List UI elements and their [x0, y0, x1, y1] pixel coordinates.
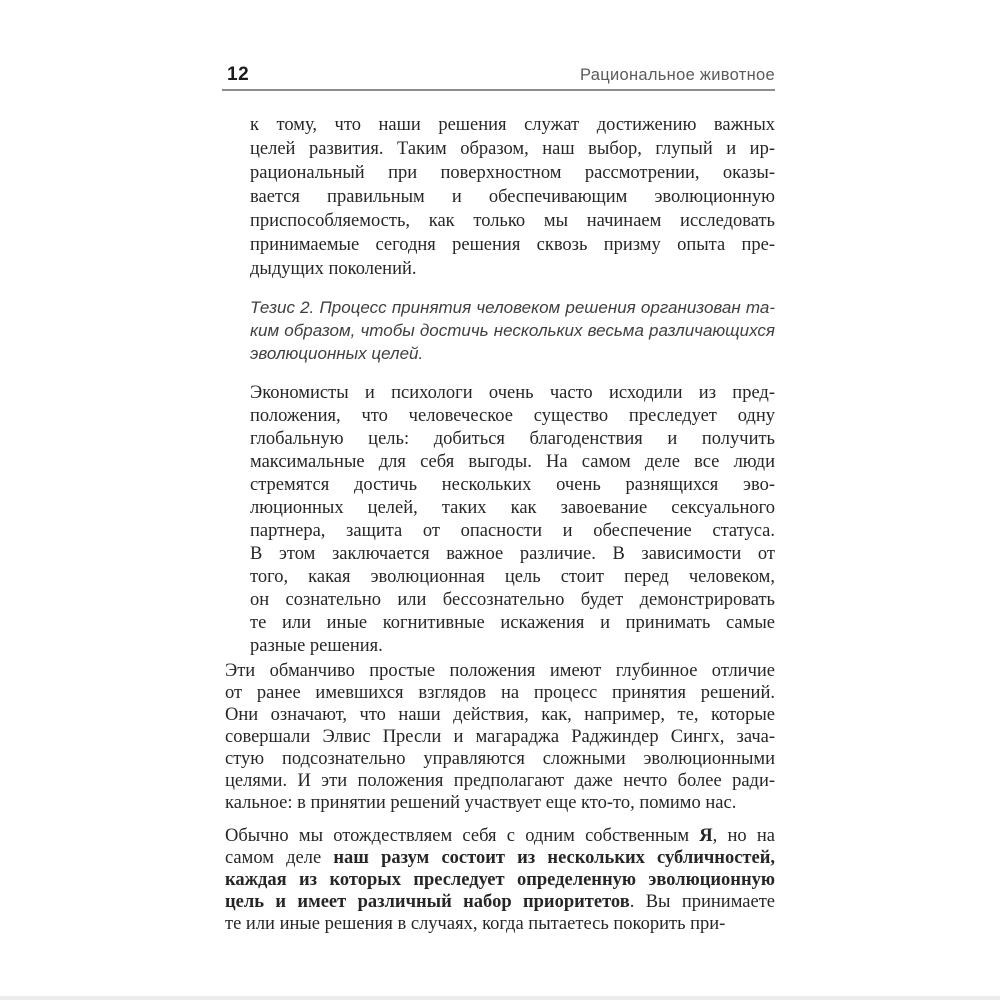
page-header: [225, 60, 775, 88]
header-rule-divider: [222, 89, 775, 91]
paragraph-full-width-1: Эти обманчиво простые положения имеют глубинное отличие от ранее имевшихся взглядов на процесс принятия решений. Они означают, что наши действия, как, например, те, которые совершали Элвис Пресли и магараджа Раджиндер Сингх, зача- стую подсознательно управляются сложными эволюционными целями. И эти положения предполагают даже нечто более ради- кальное: в принятии решений участвует еще кто-то, помимо нас.: [225, 661, 775, 813]
page-bottom-edge: [0, 996, 1000, 1000]
paragraph-full-width-2: Обычно мы отождествляем себя с одним собственным Я, но на самом деле наш разум состоит из нескольких субличностей, каждая из которых преследует определенную эволюционную цель и имеет различный набор приоритетов. Вы принимаете те или иные решения в случаях, когда пытаетесь покорить при-: [225, 826, 776, 934]
paragraph-body-block: Экономисты и психологи очень часто исходили из пред- положения, что человеческое существо преследует одну глобальную цель: добиться благоденствия и получить максимальные для себя выгоды. На самом деле все люди стремятся достичь нескольких очень разнящихся эво- люционных целей, таких как завоевание сексуального партнера, защита от опасности и обеспечение статуса. В этом заключается важное различие. В зависимости от того, какая эволюционная цель стоит перед человеком, он сознательно или бессознательно будет демонстрировать те или иные когнитивные искажения и принимать самые разные решения.: [250, 383, 775, 656]
running-title: Рациональное животное: [579, 66, 775, 84]
thesis-paragraph: Тезис 2. Процесс принятия человеком решения организован та- ким образом, чтобы достичь нескольких весьма различающихся эволюционных целей.: [250, 298, 775, 363]
page-number: 12: [227, 64, 250, 85]
paragraph-continuation: к тому, что наши решения служат достижению важных целей развития. Таким образом, наш выбор, глупый и ир- рациональный при поверхностном рассмотрении, оказы- вается правильным и обеспечивающим эволюционную приспособляемость, как только мы начинаем исследовать принимаемые сегодня решения сквозь призму опыта пре- дыдущих поколений.: [250, 115, 775, 279]
